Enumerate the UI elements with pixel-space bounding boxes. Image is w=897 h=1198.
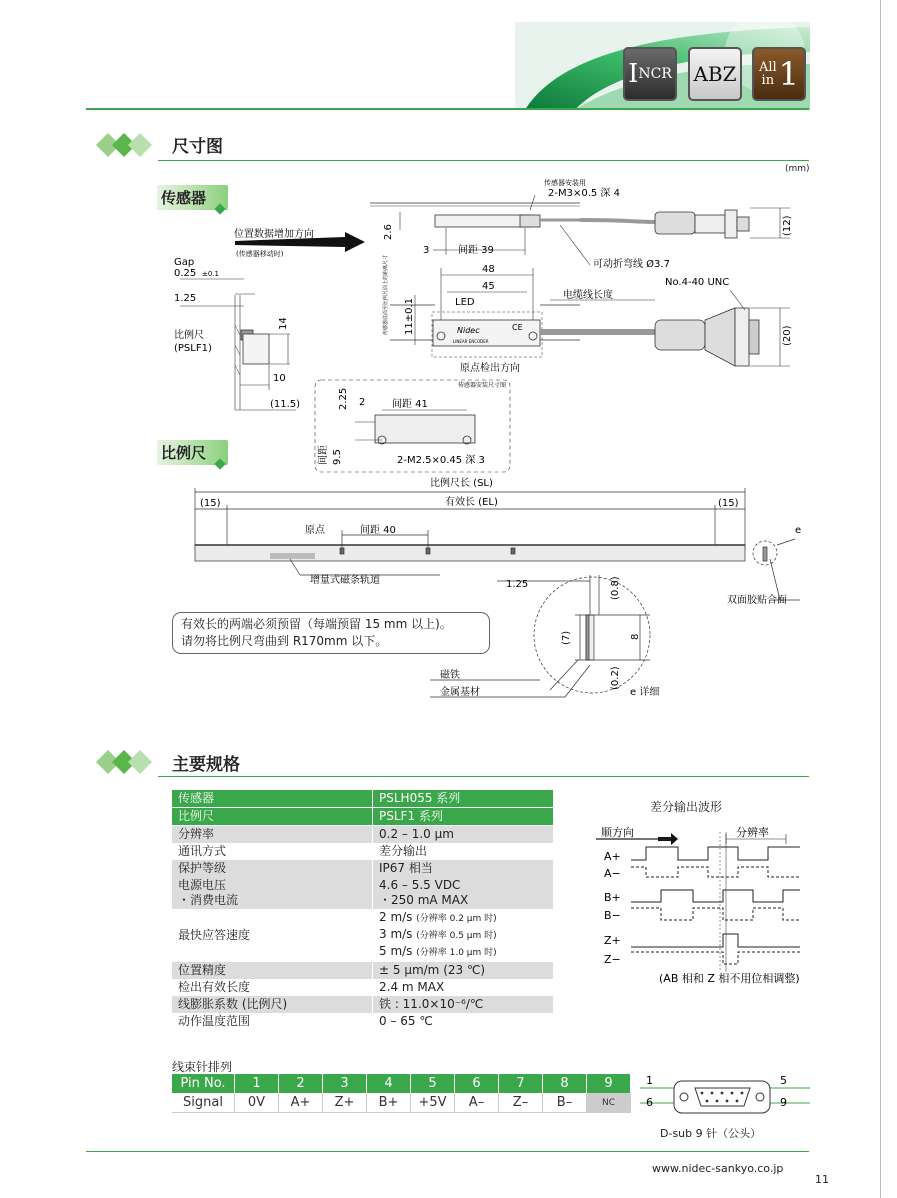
abz-badge: ABZ [688,47,742,101]
svg-text:LED: LED [455,297,475,308]
svg-text:可动折弯线 Ø3.7: 可动折弯线 Ø3.7 [593,259,670,270]
section-underline [158,160,809,161]
svg-text:(0.8): (0.8) [610,576,621,600]
svg-text:传感器安装尺寸图: 传感器安装尺寸图 [458,382,507,389]
section-diamond-icon-2 [84,745,156,779]
spec-row: 保护等级 IP67 相当 [172,860,553,877]
pin-no: 2 [279,1074,323,1093]
svg-text:原点检出方向: 原点检出方向 [460,363,520,374]
svg-text:2.6: 2.6 [383,224,394,240]
svg-text:(11.5): (11.5) [270,399,301,410]
svg-text:双面胶贴合面: 双面胶贴合面 [727,595,787,606]
waveform-diagram [596,822,811,992]
svg-text:比例尺: 比例尺 [174,330,204,341]
svg-text:45: 45 [482,281,495,292]
svg-text:(0.2): (0.2) [610,666,621,690]
pin-signal: NC [587,1093,631,1113]
svg-text:11±0.1: 11±0.1 [404,297,415,335]
svg-text:Z+: Z+ [604,934,621,947]
svg-text:Nidec: Nidec [457,326,480,335]
svg-text:传感器安装用: 传感器安装用 [544,179,586,187]
svg-text:2.25: 2.25 [338,387,349,410]
spec-row: 检出有效长度 2.4 m MAX [172,979,553,996]
svg-text:14: 14 [278,317,289,330]
spec-row: 传感器 PSLH055 系列 [172,790,553,808]
svg-text:间距 39: 间距 39 [458,245,494,256]
svg-text:LINEAR ENCODER: LINEAR ENCODER [453,339,489,344]
svg-text:48: 48 [482,264,495,275]
footer-divider [86,1151,809,1152]
pin-signal: Z+ [323,1093,367,1113]
svg-text:B−: B− [604,909,621,922]
svg-text:0.25: 0.25 [174,268,197,279]
svg-text:分辨率: 分辨率 [736,826,769,839]
svg-text:增量式磁条轨道: 增量式磁条轨道 [310,575,380,586]
signal-label: Signal [172,1093,235,1113]
svg-text:(7): (7) [561,630,572,645]
waveform-title: 差分输出波形 [650,800,723,814]
scale-note-box [172,612,490,654]
section-title-specs: 主要规格 [172,755,240,775]
page-number: 11 [815,1173,829,1186]
svg-text:位置数据增加方向: 位置数据增加方向 [234,229,314,240]
svg-text:±0.1: ±0.1 [202,270,219,278]
svg-text:9.5: 9.5 [332,449,343,465]
spec-row: 电源电压 ・消费电流 4.6 – 5.5 VDC ・250 mA MAX [172,877,553,909]
scale-dimension-drawing [180,475,810,705]
svg-text:e 详细: e 详细 [630,687,660,698]
svg-text:顺方向: 顺方向 [601,826,634,839]
svg-text:磁铁: 磁铁 [440,670,460,681]
section-title-dimensions: 尺寸图 [172,137,223,157]
pin-no: 7 [499,1074,543,1093]
svg-text:(20): (20) [782,325,793,346]
svg-text:原点: 原点 [305,525,325,536]
svg-text:金属基材: 金属基材 [440,687,480,698]
svg-text:间距 41: 间距 41 [392,399,428,410]
dsub-connector-icon [640,1068,810,1124]
svg-text:5: 5 [780,1074,787,1087]
pinout-title: 线束针排列 [172,1060,233,1074]
svg-text:间距: 间距 [318,445,329,465]
svg-text:(PSLF1): (PSLF1) [174,343,212,354]
svg-text:电缆线长度: 电缆线长度 [563,290,613,301]
note-line-2: 请勿将比例尺弯曲到 R170mm 以下。 [181,634,388,648]
pin-signal: B+ [367,1093,411,1113]
pin-no: 3 [323,1074,367,1093]
footer-url[interactable]: www.nidec-sankyo.co.jp [652,1162,784,1175]
svg-text:1.25: 1.25 [174,293,197,304]
pin-signal: +5V [411,1093,455,1113]
scale-tag: 比例尺 [157,440,228,465]
connector-label: D-sub 9 针（公头） [660,1127,762,1140]
unit-label: (mm) [785,164,810,174]
svg-text:10: 10 [273,373,286,384]
all-in-1-badge: All in 1 [752,47,806,101]
svg-text:6: 6 [646,1096,653,1109]
pin-signal: Z– [499,1093,543,1113]
svg-text:CE: CE [512,323,523,332]
spec-row: 位置精度 ± 5 μm/m (23 ℃) [172,962,553,979]
pin-no: 5 [411,1074,455,1093]
svg-text:有效长 (EL): 有效长 (EL) [445,497,498,508]
svg-text:Z−: Z− [604,953,621,966]
svg-text:1.25: 1.25 [506,579,529,590]
svg-text:e: e [795,525,802,536]
svg-text:间距 40: 间距 40 [360,525,396,536]
svg-text:Gap: Gap [174,257,195,268]
spec-row: 最快应答速度 2 m/s (分辨率 0.2 μm 时) 3 m/s (分辨率 0.5 μm 时) 5 m/s (分辨率 1.0 μm 时) [172,909,553,962]
header-divider [86,108,809,110]
svg-text:(传感器移动时): (传感器移动时) [236,250,284,258]
section-underline-2 [158,776,809,777]
svg-text:A−: A− [604,867,621,880]
pin-table [172,1074,631,1113]
svg-text:9: 9 [780,1096,787,1109]
svg-text:(15): (15) [200,498,221,509]
spec-row: 比例尺 PSLF1 系列 [172,808,553,826]
svg-text:2: 2 [359,397,366,408]
pin-signal: B– [543,1093,587,1113]
svg-text:8: 8 [630,633,641,640]
spec-table [172,790,553,1030]
sensor-tag: 传感器 [157,185,228,210]
pin-signal: A– [455,1093,499,1113]
svg-text:A+: A+ [604,850,621,863]
svg-text:3: 3 [423,245,430,256]
sensor-dimension-drawing [160,170,810,480]
pin-signal: 0V [235,1093,279,1113]
incr-badge: I NCR [623,47,677,101]
section-diamond-icon [84,128,156,162]
svg-text:B+: B+ [604,891,621,904]
pin-no: 9 [587,1074,631,1093]
svg-text:(15): (15) [718,498,739,509]
pin-no: 8 [543,1074,587,1093]
svg-text:1: 1 [646,1074,653,1087]
svg-text:No.4-40 UNC: No.4-40 UNC [665,277,730,288]
spec-row: 线膨胀系数 (比例尺) 铁 : 11.0×10⁻⁶/℃ [172,996,553,1013]
svg-text:2-M3×0.5 深 4: 2-M3×0.5 深 4 [548,188,620,199]
svg-text:传感器底面至比例尺面上的距离尺寸: 传感器底面至比例尺面上的距离尺寸 [383,254,389,335]
svg-text:(AB 相和 Z 相不用位相调整): (AB 相和 Z 相不用位相调整) [659,972,800,985]
spec-row: 动作温度范围 0 – 65 ℃ [172,1013,553,1030]
spec-row: 通讯方式 差分输出 [172,843,553,860]
pin-no: 6 [455,1074,499,1093]
pin-header-label: Pin No. [172,1074,235,1093]
pin-signal: A+ [279,1093,323,1113]
note-line-1: 有效长的两端必须预留（每端预留 15 mm 以上)。 [181,617,452,631]
pin-no: 1 [235,1074,279,1093]
svg-text:2-M2.5×0.45 深 3: 2-M2.5×0.45 深 3 [397,455,485,466]
svg-text:比例尺长 (SL): 比例尺长 (SL) [430,478,493,489]
pin-no: 4 [367,1074,411,1093]
spec-row: 分辨率 0.2 – 1.0 μm [172,826,553,844]
svg-text:(12): (12) [782,215,793,236]
